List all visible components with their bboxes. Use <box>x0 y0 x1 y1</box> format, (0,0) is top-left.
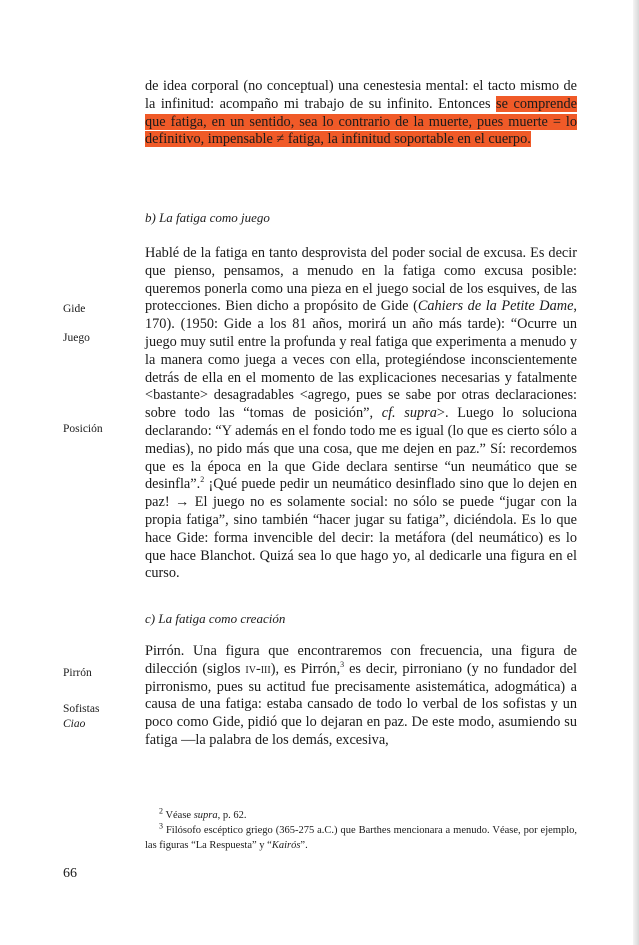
section-c-heading: c) La fatiga como creación <box>145 611 286 626</box>
highlighted-passage[interactable]: se comprende que fatiga, en un sentido, sea lo contrario de la muerte, pues muerte = lo definitivo, impensable ≠ fatiga, la infinitud soportable en el cuerpo. <box>145 95 577 148</box>
margin-note-gide: Gide <box>63 303 86 315</box>
top-paragraph <box>145 78 577 149</box>
footnote-ref-3[interactable]: 3 <box>340 660 345 670</box>
footnote-2-italic: supra <box>193 810 218 821</box>
margin-note-posicion: Posición <box>63 423 103 435</box>
section-b-text-2: , 170). (1950: Gide a los 81 años, morirá un año más tarde): “Ocurre un juego muy sutil entre la profunda y real fatiga que experimenta a menudo y la manera como juega a veces con ella, protegiéndose inconscientemente detrás de ella en el momento de las explicaciones necesarias y fatalmente <bastante> desagradables <agrego, pues se sabe por otras declaraciones: sobre todo las “tomas de posición”, <box>145 298 577 422</box>
section-c-centuries: iv-iii <box>245 660 271 677</box>
footnote-3 <box>145 823 577 853</box>
section-c-text-1: Pirrón. Una figura que encontraremos con frecuencia, una figura de dilección (siglos <box>145 643 577 677</box>
section-b-body <box>145 245 577 583</box>
top-paragraph-plain: de idea corporal (no conceptual) una cenestesia mental: el tacto mismo de la infinitud: acompaño mi trabajo de su infinito. Entonces <box>145 78 577 112</box>
footnote-3-text-b: ”. <box>300 840 308 851</box>
margin-note-juego: Juego <box>63 332 90 344</box>
section-c-body <box>145 643 577 750</box>
section-b-cf: cf. supra <box>381 405 437 422</box>
section-c-text-3: es decir, pirroniano (y no fundador del pirronismo, pues su actitud fue precisamente asistemática, adogmática) a causa de una fatiga: estaba cansado de todo lo verbal de los sofistas y un poco como Gide, pidió que lo dejaran en paz. De este modo, asumiendo su fatiga —la palabra de los demás, excesiva, <box>145 660 578 748</box>
section-b-heading: b) La fatiga como juego <box>145 210 270 225</box>
footnote-2-text-b: , p. 62. <box>217 810 247 821</box>
margin-note-ciao-text: Ciao <box>63 718 86 730</box>
section-b-citation: Cahiers de la Petite Dame <box>417 298 574 315</box>
margin-note-ciao <box>63 717 85 731</box>
footnote-3-number: 3 <box>159 821 163 831</box>
footnote-3-text-a: Filósofo escéptico griego (365-275 a.C.) que Barthes mencionara a menudo. Véase, por ejemplo, las figuras “La Respuesta” y “ <box>145 825 577 851</box>
margin-note-sofistas: Sofistas <box>63 703 100 715</box>
section-b-text-1: Hablé de la fatiga en tanto desprovista del poder social de excusa. Es decir que pienso, pensamos, a menudo en la fatiga como excusa posible: queremos ponerla como una pieza en el juego social de los esquives, de las protecciones. Bien dicho a propósito de Gide ( <box>145 245 577 315</box>
page-edge-shadow <box>633 0 639 945</box>
section-b-text-3: >. Luego lo soluciona declarando: “Y además en el fondo todo me es igual (lo que es cierto sólo a medias), no pido más que una cosa, que me dejen en paz.” Sí: recordemos que es la época en la que Gide declara sentirse “un neumático que se desinfla”. <box>145 405 577 493</box>
footnote-2-text-a: Véase <box>165 810 194 821</box>
footnotes <box>145 808 577 853</box>
page-number: 66 <box>63 866 77 881</box>
margin-note-pirron: Pirrón <box>63 667 92 679</box>
section-b-text-4: ¡Qué puede pedir un neumático desinflado sino que lo dejen en paz! → El juego no es solamente social: no sólo se puede “jugar con la propia fatiga”, sino también “hacer jugar su fatiga”, diciéndola. Es lo que hace Gide: forma invencible del decir: la metáfora (del neumático) es lo que hace Blanchot. Quizá sea lo que hago yo, al dedicarle una figura en el curso. <box>145 476 577 582</box>
section-c-text-2: ), es Pirrón, <box>270 660 341 677</box>
footnote-2-number: 2 <box>159 806 163 816</box>
footnote-3-italic: Kairós <box>271 840 301 851</box>
footnote-2 <box>145 808 577 823</box>
footnote-ref-2[interactable]: 2 <box>200 475 205 485</box>
